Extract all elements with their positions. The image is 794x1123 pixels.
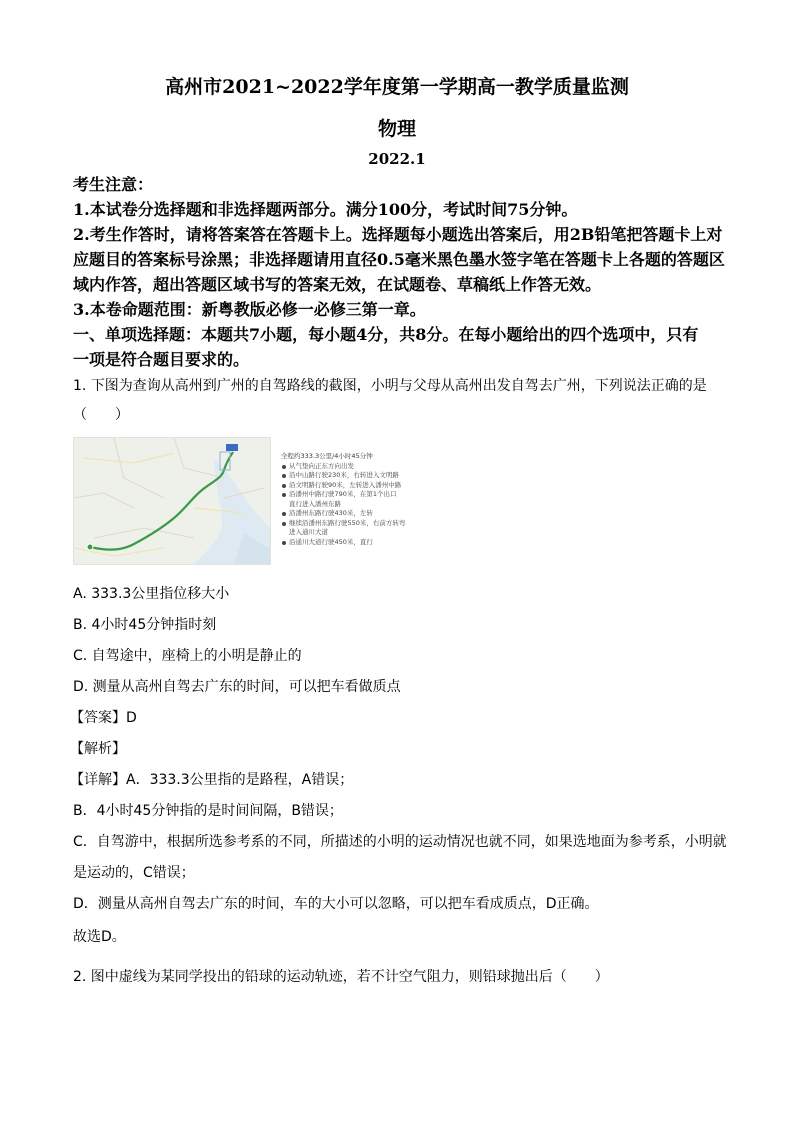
detail-line: C．自驾游中，根据所选参考系的不同，所描述的小明的运动情况也就不同，如果选地面为参考系，小明就 bbox=[73, 834, 727, 850]
question-2-stem: 2. 图中虚线为某同学投出的铅球的运动轨迹，若不计空气阻力，则铅球抛出后（ ） bbox=[73, 969, 609, 985]
notice-line: 2.考生作答时，请将答案答在答题卡上。选择题每小题选出答案后，用2B铅笔把答题卡上对 bbox=[73, 225, 723, 244]
answer-label: 【答案】D bbox=[70, 710, 137, 726]
notice-heading: 考生注意： bbox=[73, 175, 154, 194]
route-step: 继续沿潘州东路行驶550米，右前方转弯 bbox=[281, 519, 441, 529]
exam-date: 2022.1 bbox=[368, 150, 426, 168]
notice-line: 域内作答，超出答题区域书写的答案无效，在试题卷、草稿纸上作答无效。 bbox=[73, 275, 602, 294]
route-step: 沿文明路行驶90米，左转进入潘州中路 bbox=[281, 481, 441, 491]
option-a: A. 333.3公里指位移大小 bbox=[73, 586, 230, 602]
route-step: 沿潘州东路行驶430米，左转 bbox=[281, 509, 441, 519]
question-1-stem-blank: （ ） bbox=[73, 407, 129, 423]
conclusion-line: 故选D。 bbox=[73, 929, 126, 945]
notice-line: 1.本试卷分选择题和非选择题两部分。满分100分，考试时间75分钟。 bbox=[73, 200, 578, 219]
route-step: 沿中山路行驶230米，右转进入文明路 bbox=[281, 471, 441, 481]
route-summary: 全程约333.3公里/4小时45分钟 bbox=[281, 452, 373, 460]
notice-line: 应题目的答案标号涂黑；非选择题请用直径0.5毫米黑色墨水签字笔在答题卡上各题的答题区 bbox=[73, 250, 725, 269]
route-step: 沿潘州中路行驶790米，在第1个出口 bbox=[281, 490, 441, 500]
route-details-panel bbox=[281, 452, 441, 547]
section-heading: 一、单项选择题：本题共7小题，每小题4分，共8分。在每小题给出的四个选项中，只有 bbox=[73, 325, 699, 344]
detail-line: 【详解】A．333.3公里指的是路程，A错误； bbox=[70, 772, 354, 788]
section-heading: 一项是符合题目要求的。 bbox=[73, 350, 250, 369]
detail-line: B．4小时45分钟指的是时间间隔，B错误； bbox=[73, 803, 343, 819]
exam-title: 高州市2021~2022学年度第一学期高一教学质量监测 bbox=[165, 76, 629, 98]
route-step: 沿通川大道行驶450米，直行 bbox=[281, 538, 441, 548]
notice-line: 3.本卷命题范围：新粤教版必修一必修三第一章。 bbox=[73, 300, 426, 319]
route-map-graphic bbox=[74, 438, 270, 564]
analysis-label: 【解析】 bbox=[70, 741, 126, 757]
exam-subject: 物理 bbox=[377, 118, 416, 140]
option-c: C. 自驾途中，座椅上的小明是静止的 bbox=[73, 648, 302, 664]
route-step: 从气垫向正东方向出发 bbox=[281, 462, 441, 472]
option-d: D. 测量从高州自驾去广东的时间，可以把车看做质点 bbox=[73, 679, 401, 695]
route-step-continued: 直行进入潘州东路 bbox=[289, 499, 341, 508]
detail-line: D．测量从高州自驾去广东的时间，车的大小可以忽略，可以把车看成质点，D正确。 bbox=[73, 896, 599, 912]
question-1-stem: 1. 下图为查询从高州到广州的自驾路线的截图，小明与父母从高州出发自驾去广州，下列说法正确的是 bbox=[73, 378, 707, 394]
detail-line: 是运动的，C错误； bbox=[73, 865, 195, 881]
option-b: B. 4小时45分钟指时刻 bbox=[73, 617, 217, 633]
route-step-continued: 进入通川大道 bbox=[289, 528, 328, 536]
route-map bbox=[73, 437, 271, 565]
